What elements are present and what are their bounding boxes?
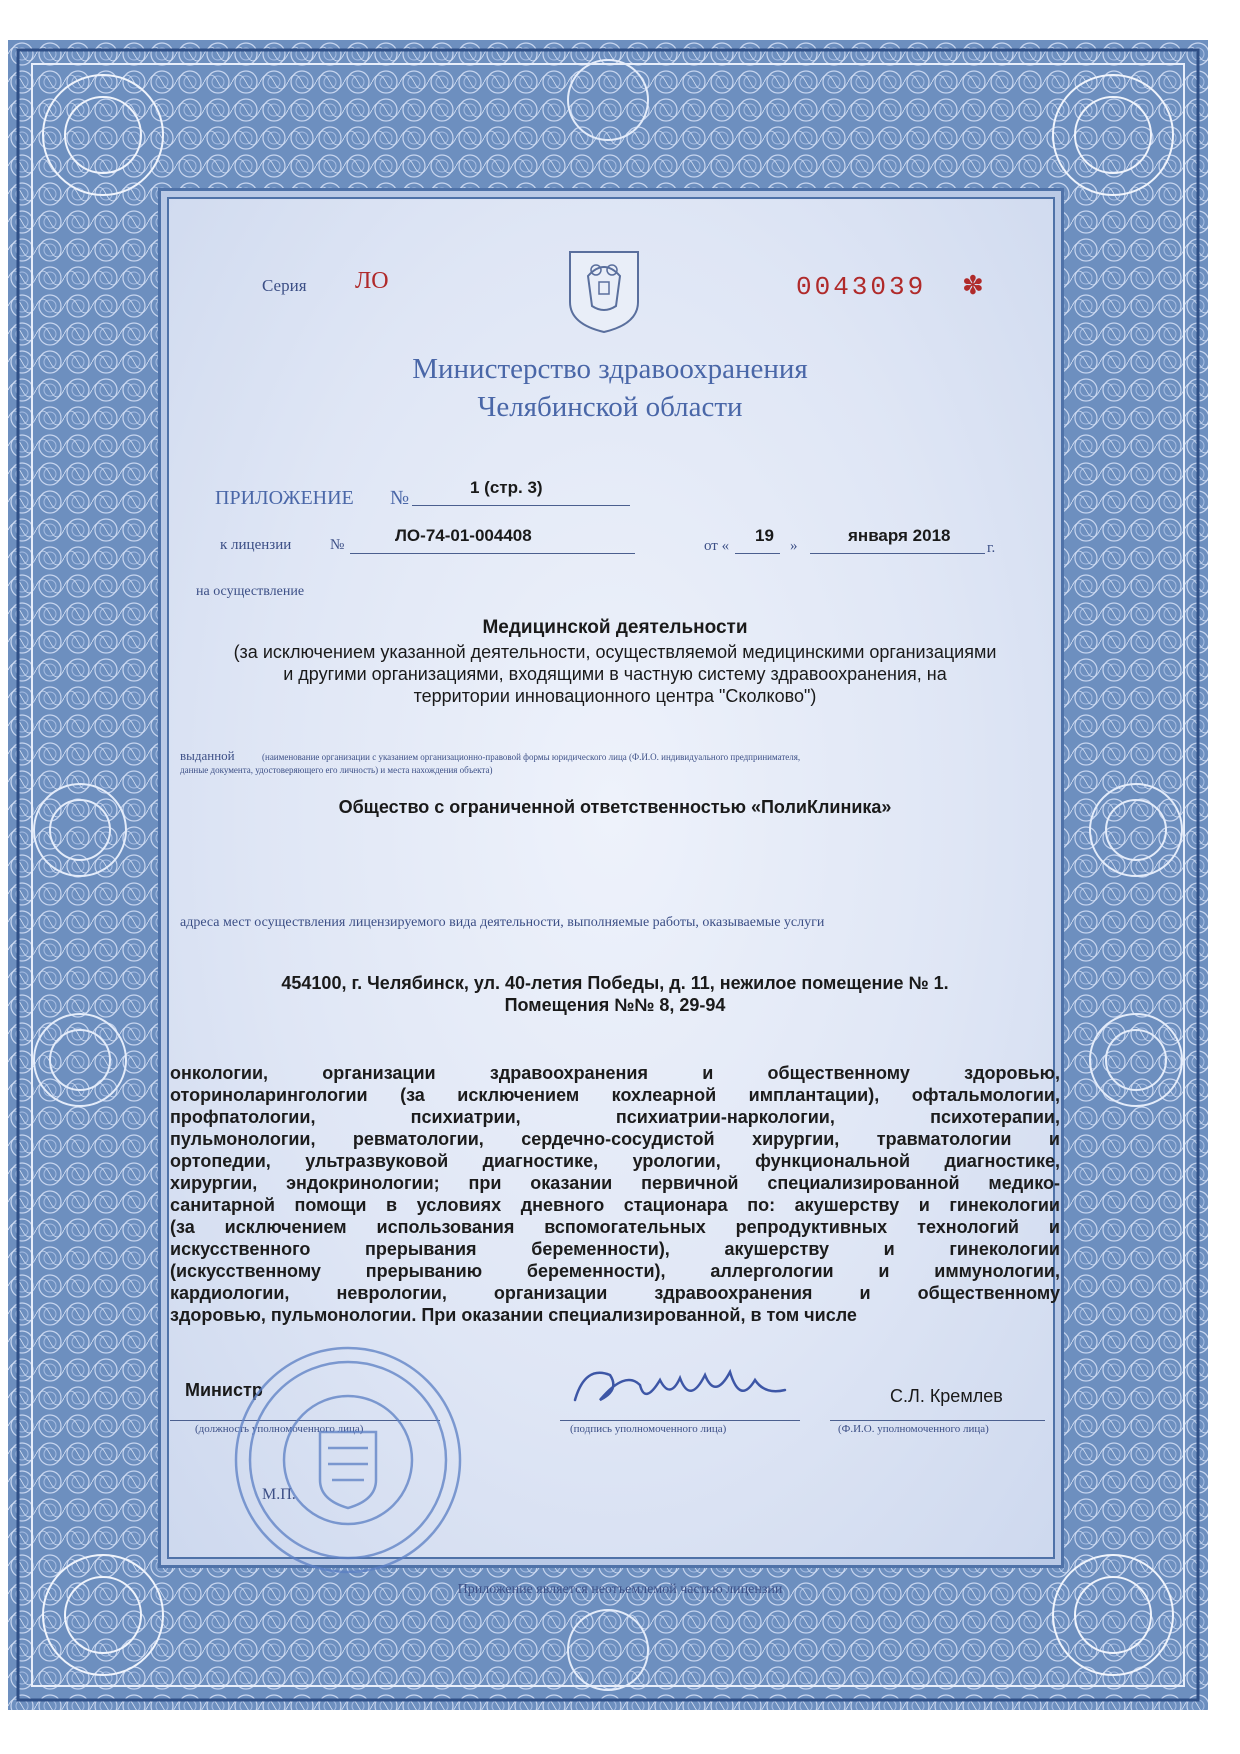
series-value: ЛО: [355, 268, 389, 294]
name-hint: (Ф.И.О. уполномоченного лица): [838, 1423, 989, 1435]
organization-name: Общество с ограниченной ответственностью «ПолиКлиника»: [338, 797, 892, 817]
asterisk-mark: ✽: [962, 270, 984, 300]
license-year-suffix: г.: [987, 540, 996, 556]
position-hint: (должность уполномоченного лица): [195, 1423, 364, 1435]
license-quote-close: »: [790, 538, 798, 554]
stamp-place-label: М.П.: [262, 1486, 296, 1503]
service-line: онкологии, организации здравоохранения и общественному здоровью,: [170, 1063, 1060, 1083]
name-underline: [830, 1420, 1045, 1421]
activity-desc-line-1: (за исключением указанной деятельности, осуществляемой медицинскими организациями: [233, 642, 997, 662]
appendix-number-sign: №: [390, 487, 410, 509]
service-line: профпатологии, психиатрии, психиатрии-наркологии, психотерапии,: [170, 1107, 1060, 1127]
coat-of-arms-emblem: [566, 248, 642, 334]
service-line: санитарной помощи в условиях дневного стационара по: акушерству и гинекологии: [170, 1195, 1060, 1215]
appendix-label: ПРИЛОЖЕНИЕ: [215, 487, 354, 509]
service-line: (за исключением использования вспомогательных репродуктивных технологий и: [170, 1217, 1060, 1237]
address-block: [170, 972, 1060, 1016]
official-stamp: [228, 1340, 468, 1580]
activity-description: [150, 641, 1080, 707]
service-line: кардиологии, неврологии, организации здравоохранения и общественному: [170, 1283, 1060, 1303]
serial-number: 0043039: [796, 272, 927, 302]
license-month-underline: [810, 553, 985, 554]
series-label: Серия: [262, 276, 307, 295]
footer-note: Приложение является неотъемлемой частью лицензии: [457, 1582, 783, 1597]
license-number-sign: №: [330, 537, 345, 553]
license-date-from: от «: [704, 538, 730, 554]
ministry-line-2: Челябинской области: [477, 391, 743, 423]
signatory-name: С.Л. Кремлев: [890, 1386, 1003, 1406]
address-label: адреса мест осуществления лицензируемого вида деятельности, выполняемые работы, оказываемые услуги: [180, 915, 825, 930]
ministry-title: [320, 350, 900, 426]
license-day: 19: [755, 526, 774, 545]
license-day-underline: [735, 553, 780, 554]
issued-label: выданной: [180, 748, 235, 763]
appendix-underline: [412, 505, 630, 506]
service-line: (искусственному прерыванию беременности), аллергологии и иммунологии,: [170, 1261, 1060, 1281]
service-line: здоровью, пульмонологии. При оказании специализированной, в том числе: [170, 1305, 857, 1325]
ministry-line-1: Министерство здравоохранения: [412, 353, 808, 385]
signature-hint: (подпись уполномоченного лица): [570, 1423, 727, 1435]
address-line-1: 454100, г. Челябинск, ул. 40-летия Победы, д. 11, нежилое помещение № 1.: [281, 973, 949, 993]
activity-desc-line-2: и другими организациями, входящими в частную систему здравоохранения, на: [283, 664, 947, 684]
issued-hint-2: данные документа, удостоверяющего его личность) и места нахождения объекта): [180, 765, 493, 775]
license-label: к лицензии: [220, 537, 292, 553]
service-line: пульмонологии, ревматологии, сердечно-сосудистой хирургии, травматологии и: [170, 1129, 1060, 1149]
service-line: ортопедии, ультразвуковой диагностике, урологии, функциональной диагностике,: [170, 1151, 1060, 1171]
license-number: ЛО-74-01-004408: [395, 526, 532, 545]
license-month-year: января 2018: [848, 526, 951, 545]
activity-title: Медицинской деятельности: [482, 617, 748, 638]
signatory-position: Министр: [185, 1380, 263, 1400]
address-line-2: Помещения №№ 8, 29-94: [504, 995, 726, 1015]
license-underline: [350, 553, 635, 554]
signature-underline: [560, 1420, 800, 1421]
service-line: хирургии, эндокринологии; при оказании первичной специализированной медико-: [170, 1173, 1060, 1193]
service-line: искусственного прерывания беременности), акушерству и гинекологии: [170, 1239, 1060, 1259]
activity-intro: на осуществление: [196, 584, 305, 599]
handwritten-signature: [565, 1360, 795, 1420]
service-line: оториноларингологии (за исключением кохлеарной имплантации), офтальмологии,: [170, 1085, 1060, 1105]
issued-hint-1: (наименование организации с указанием организационно-правовой формы юридического лица (Ф.И.О. индивидуального предпринимателя,: [262, 752, 801, 762]
appendix-number: 1 (стр. 3): [470, 478, 543, 497]
activity-desc-line-3: территории инновационного центра "Сколково"): [413, 686, 817, 706]
